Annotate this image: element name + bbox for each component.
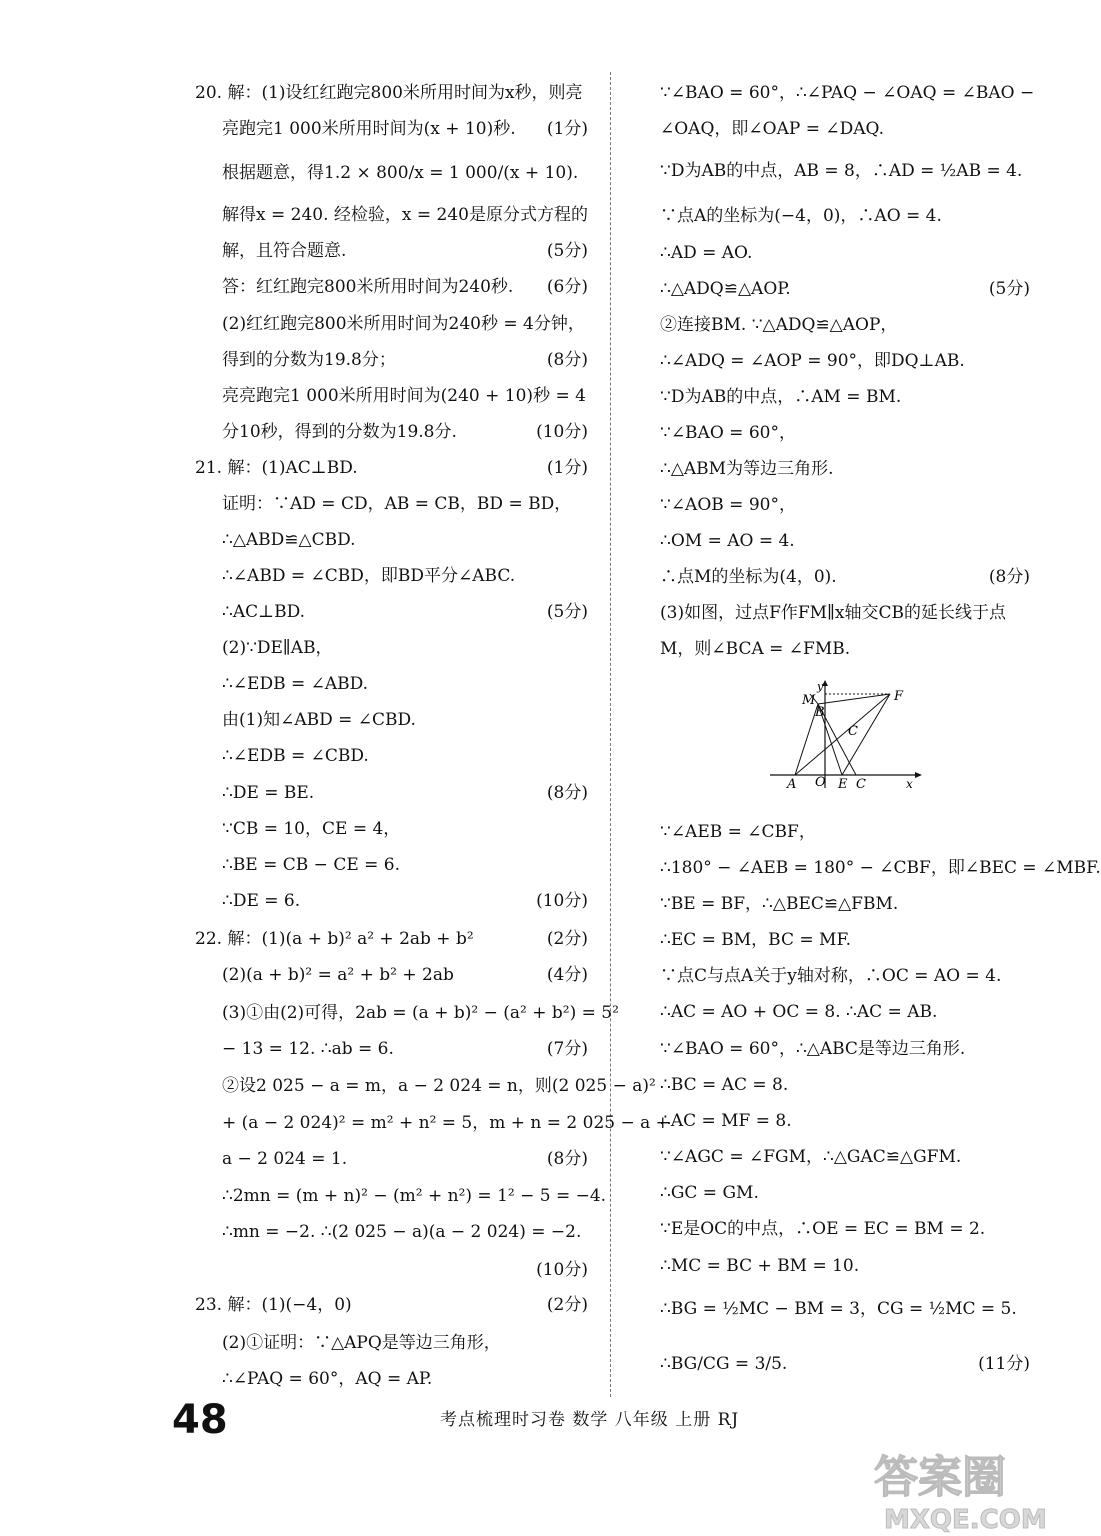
score-mark: (5分) xyxy=(546,241,588,261)
solution-line: ∴mn = −2. ∴(2 025 − a)(a − 2 024) = −2. xyxy=(222,1222,582,1242)
x-axis-arrow xyxy=(915,772,922,778)
solution-line: 由(1)知∠ABD = ∠CBD. xyxy=(222,710,416,730)
solution-line: ∴GC = GM. xyxy=(660,1183,759,1203)
solution-line: ∵∠AOB = 90°， xyxy=(660,495,796,515)
solution-line: 证明：∵AD = CD，AB = CB，BD = BD， xyxy=(222,494,572,514)
label-y: y xyxy=(817,680,824,693)
solution-line: ∴180° − ∠AEB = 180° − ∠CBF，即∠BEC = ∠MBF. xyxy=(660,858,1101,878)
solution-line: ∴△ADQ≌△AOP. xyxy=(660,279,791,299)
solution-line: ∵D为AB的中点，∴AM = BM. xyxy=(660,387,902,407)
solution-line: ∵点C与点A关于y轴对称，∴OC = AO = 4. xyxy=(660,966,1002,986)
solution-line: ∴MC = BC + BM = 10. xyxy=(660,1256,860,1276)
solution-line: ∴∠EDB = ∠CBD. xyxy=(222,746,369,766)
solution-line: ∵CB = 10，CE = 4， xyxy=(222,819,401,839)
book-title: 考点梳理时习卷 数学 八年级 上册 RJ xyxy=(440,1410,740,1430)
solution-line: ∴∠ADQ = ∠AOP = 90°，即DQ⊥AB. xyxy=(660,351,965,371)
score-mark: (6分) xyxy=(546,277,588,297)
solution-line: ∴OM = AO = 4. xyxy=(660,531,795,551)
solution-line: ∴2mn = (m + n)² − (m² + n²) = 1² − 5 = −4. xyxy=(222,1186,607,1206)
score-mark: (1分) xyxy=(546,119,588,139)
solution-line: (3)①由(2)可得，2ab = (a + b)² − (a² + b²) = 5² xyxy=(222,1003,619,1023)
score-mark: (1分) xyxy=(546,458,588,478)
solution-line: ∴BE = CB − CE = 6. xyxy=(222,855,401,875)
score-mark: (4分) xyxy=(546,965,588,985)
solution-line: 20. 解：(1)设红红跑完800米所用时间为x秒，则亮 xyxy=(195,83,583,103)
score-mark: (10分) xyxy=(536,891,588,911)
label-G: C xyxy=(848,724,858,739)
solution-line: M，则∠BCA = ∠FMB. xyxy=(660,639,851,659)
solution-line: ∵∠BAO = 60°，∴△ABC是等边三角形. xyxy=(660,1039,966,1059)
solution-line: ∵E是OC的中点，∴OE = EC = BM = 2. xyxy=(660,1219,986,1239)
column-divider xyxy=(610,72,611,1397)
label-B: B xyxy=(815,705,825,720)
solution-line: ∴点M的坐标为(4，0). xyxy=(660,567,837,587)
solution-line: (2)∵DE∥AB， xyxy=(222,638,333,658)
solution-line: 亮跑完1 000米所用时间为(x + 10)秒. xyxy=(222,119,516,139)
score-mark: (10分) xyxy=(536,1260,588,1280)
score-mark: (10分) xyxy=(536,422,588,442)
label-F: F xyxy=(894,689,904,704)
score-mark: (7分) xyxy=(546,1039,588,1059)
solution-line: (2)①证明：∵△APQ是等边三角形， xyxy=(222,1333,501,1353)
solution-line: 答：红红跑完800米所用时间为240秒. xyxy=(222,277,514,297)
solution-line: ∴AC⊥BD. xyxy=(222,602,306,622)
score-mark: (5分) xyxy=(546,602,588,622)
solution-line: ∠OAQ，即∠OAP = ∠DAQ. xyxy=(660,119,884,139)
solution-line: a − 2 024 = 1. xyxy=(222,1149,348,1169)
label-A: A xyxy=(787,777,797,792)
solution-line: − 13 = 12. ∴ab = 6. xyxy=(222,1039,394,1059)
score-mark: (8分) xyxy=(988,567,1030,587)
score-mark: (8分) xyxy=(546,350,588,370)
score-mark: (8分) xyxy=(546,1149,588,1169)
solution-line: ∴DE = 6. xyxy=(222,891,301,911)
score-mark: (5分) xyxy=(988,279,1030,299)
label-M: M xyxy=(802,693,816,708)
solution-line: 21. 解：(1)AC⊥BD. xyxy=(195,458,358,478)
solution-line: 亮亮跑完1 000米所用时间为(240 + 10)秒 = 4 xyxy=(222,386,586,406)
solution-line: ∴BG = ½MC − BM = 3，CG = ½MC = 5. xyxy=(660,1299,1017,1319)
solution-line: 解，且符合题意. xyxy=(222,241,347,261)
label-O: O xyxy=(815,775,826,790)
solution-line: ∵∠BAO = 60°， xyxy=(660,423,796,443)
solution-line: ∵BE = BF，∴△BEC≌△FBM. xyxy=(660,894,899,914)
solution-line: + (a − 2 024)² = m² + n² = 5，m + n = 2 025 − a + xyxy=(222,1113,670,1133)
solution-line: ∴BC = AC = 8. xyxy=(660,1075,789,1095)
solution-line: (2)(a + b)² = a² + b² + 2ab xyxy=(222,965,454,985)
solution-line: ∴△ABM为等边三角形. xyxy=(660,459,834,479)
solution-line: ∵∠AEB = ∠CBF， xyxy=(660,822,816,842)
solution-line: 22. 解：(1)(a + b)² a² + 2ab + b² xyxy=(195,929,474,949)
solution-line: ∵点A的坐标为(−4，0)，∴AO = 4. xyxy=(660,206,942,226)
solution-line: (3)如图，过点F作FM∥x轴交CB的延长线于点 xyxy=(660,603,1007,623)
solution-line: ∴DE = BE. xyxy=(222,783,315,803)
label-x: x xyxy=(906,777,913,791)
solution-line: ∵D为AB的中点，AB = 8，∴AD = ½AB = 4. xyxy=(660,161,1023,181)
solution-line: 根据题意，得1.2 × 800/x = 1 000/(x + 10). xyxy=(222,163,579,183)
score-mark: (2分) xyxy=(546,1295,588,1315)
solution-line: ∴∠PAQ = 60°，AQ = AP. xyxy=(222,1369,433,1389)
label-C: C xyxy=(856,777,866,792)
solution-line: ∵∠BAO = 60°，∴∠PAQ − ∠OAQ = ∠BAO − xyxy=(660,83,1035,103)
solution-line: ∴BG/CG = 3/5. xyxy=(660,1354,788,1374)
solution-line: 得到的分数为19.8分； xyxy=(222,350,396,370)
solution-line: 分10秒，得到的分数为19.8分. xyxy=(222,422,457,442)
solution-line: (2)红红跑完800米所用时间为240秒 = 4分钟， xyxy=(222,314,585,334)
solution-line: 解得x = 240. 经检验，x = 240是原分式方程的 xyxy=(222,205,588,225)
score-mark: (8分) xyxy=(546,783,588,803)
solution-line: ②设2 025 − a = m，a − 2 024 = n，则(2 025 − a)² xyxy=(222,1076,656,1096)
label-E: E xyxy=(838,777,848,792)
solution-line: ∵∠AGC = ∠FGM，∴△GAC≌△GFM. xyxy=(660,1147,962,1167)
solution-line: ∴AC = MF = 8. xyxy=(660,1111,792,1131)
page-number: 48 xyxy=(172,1397,228,1443)
solution-line: ∴△ABD≌△CBD. xyxy=(222,530,356,550)
solution-line: ∴AC = AO + OC = 8. ∴AC = AB. xyxy=(660,1002,938,1022)
segment-BF xyxy=(818,694,890,704)
solution-line: ∴AD = AO. xyxy=(660,243,753,263)
watermark-url: MXQE.COM xyxy=(884,1505,1047,1535)
score-mark: (11分) xyxy=(978,1354,1030,1374)
watermark-text: 答案圈 xyxy=(874,1452,1006,1503)
watermark-logo xyxy=(870,1440,1047,1535)
geometry-figure xyxy=(770,680,930,790)
solution-line: ∴∠EDB = ∠ABD. xyxy=(222,674,369,694)
solution-line: ∴EC = BM，BC = MF. xyxy=(660,930,852,950)
solution-line: ②连接BM. ∵△ADQ≌△AOP， xyxy=(660,315,898,335)
score-mark: (2分) xyxy=(546,929,588,949)
solution-line: 23. 解：(1)(−4，0) xyxy=(195,1295,352,1315)
solution-line: ∴∠ABD = ∠CBD，即BD平分∠ABC. xyxy=(222,566,516,586)
